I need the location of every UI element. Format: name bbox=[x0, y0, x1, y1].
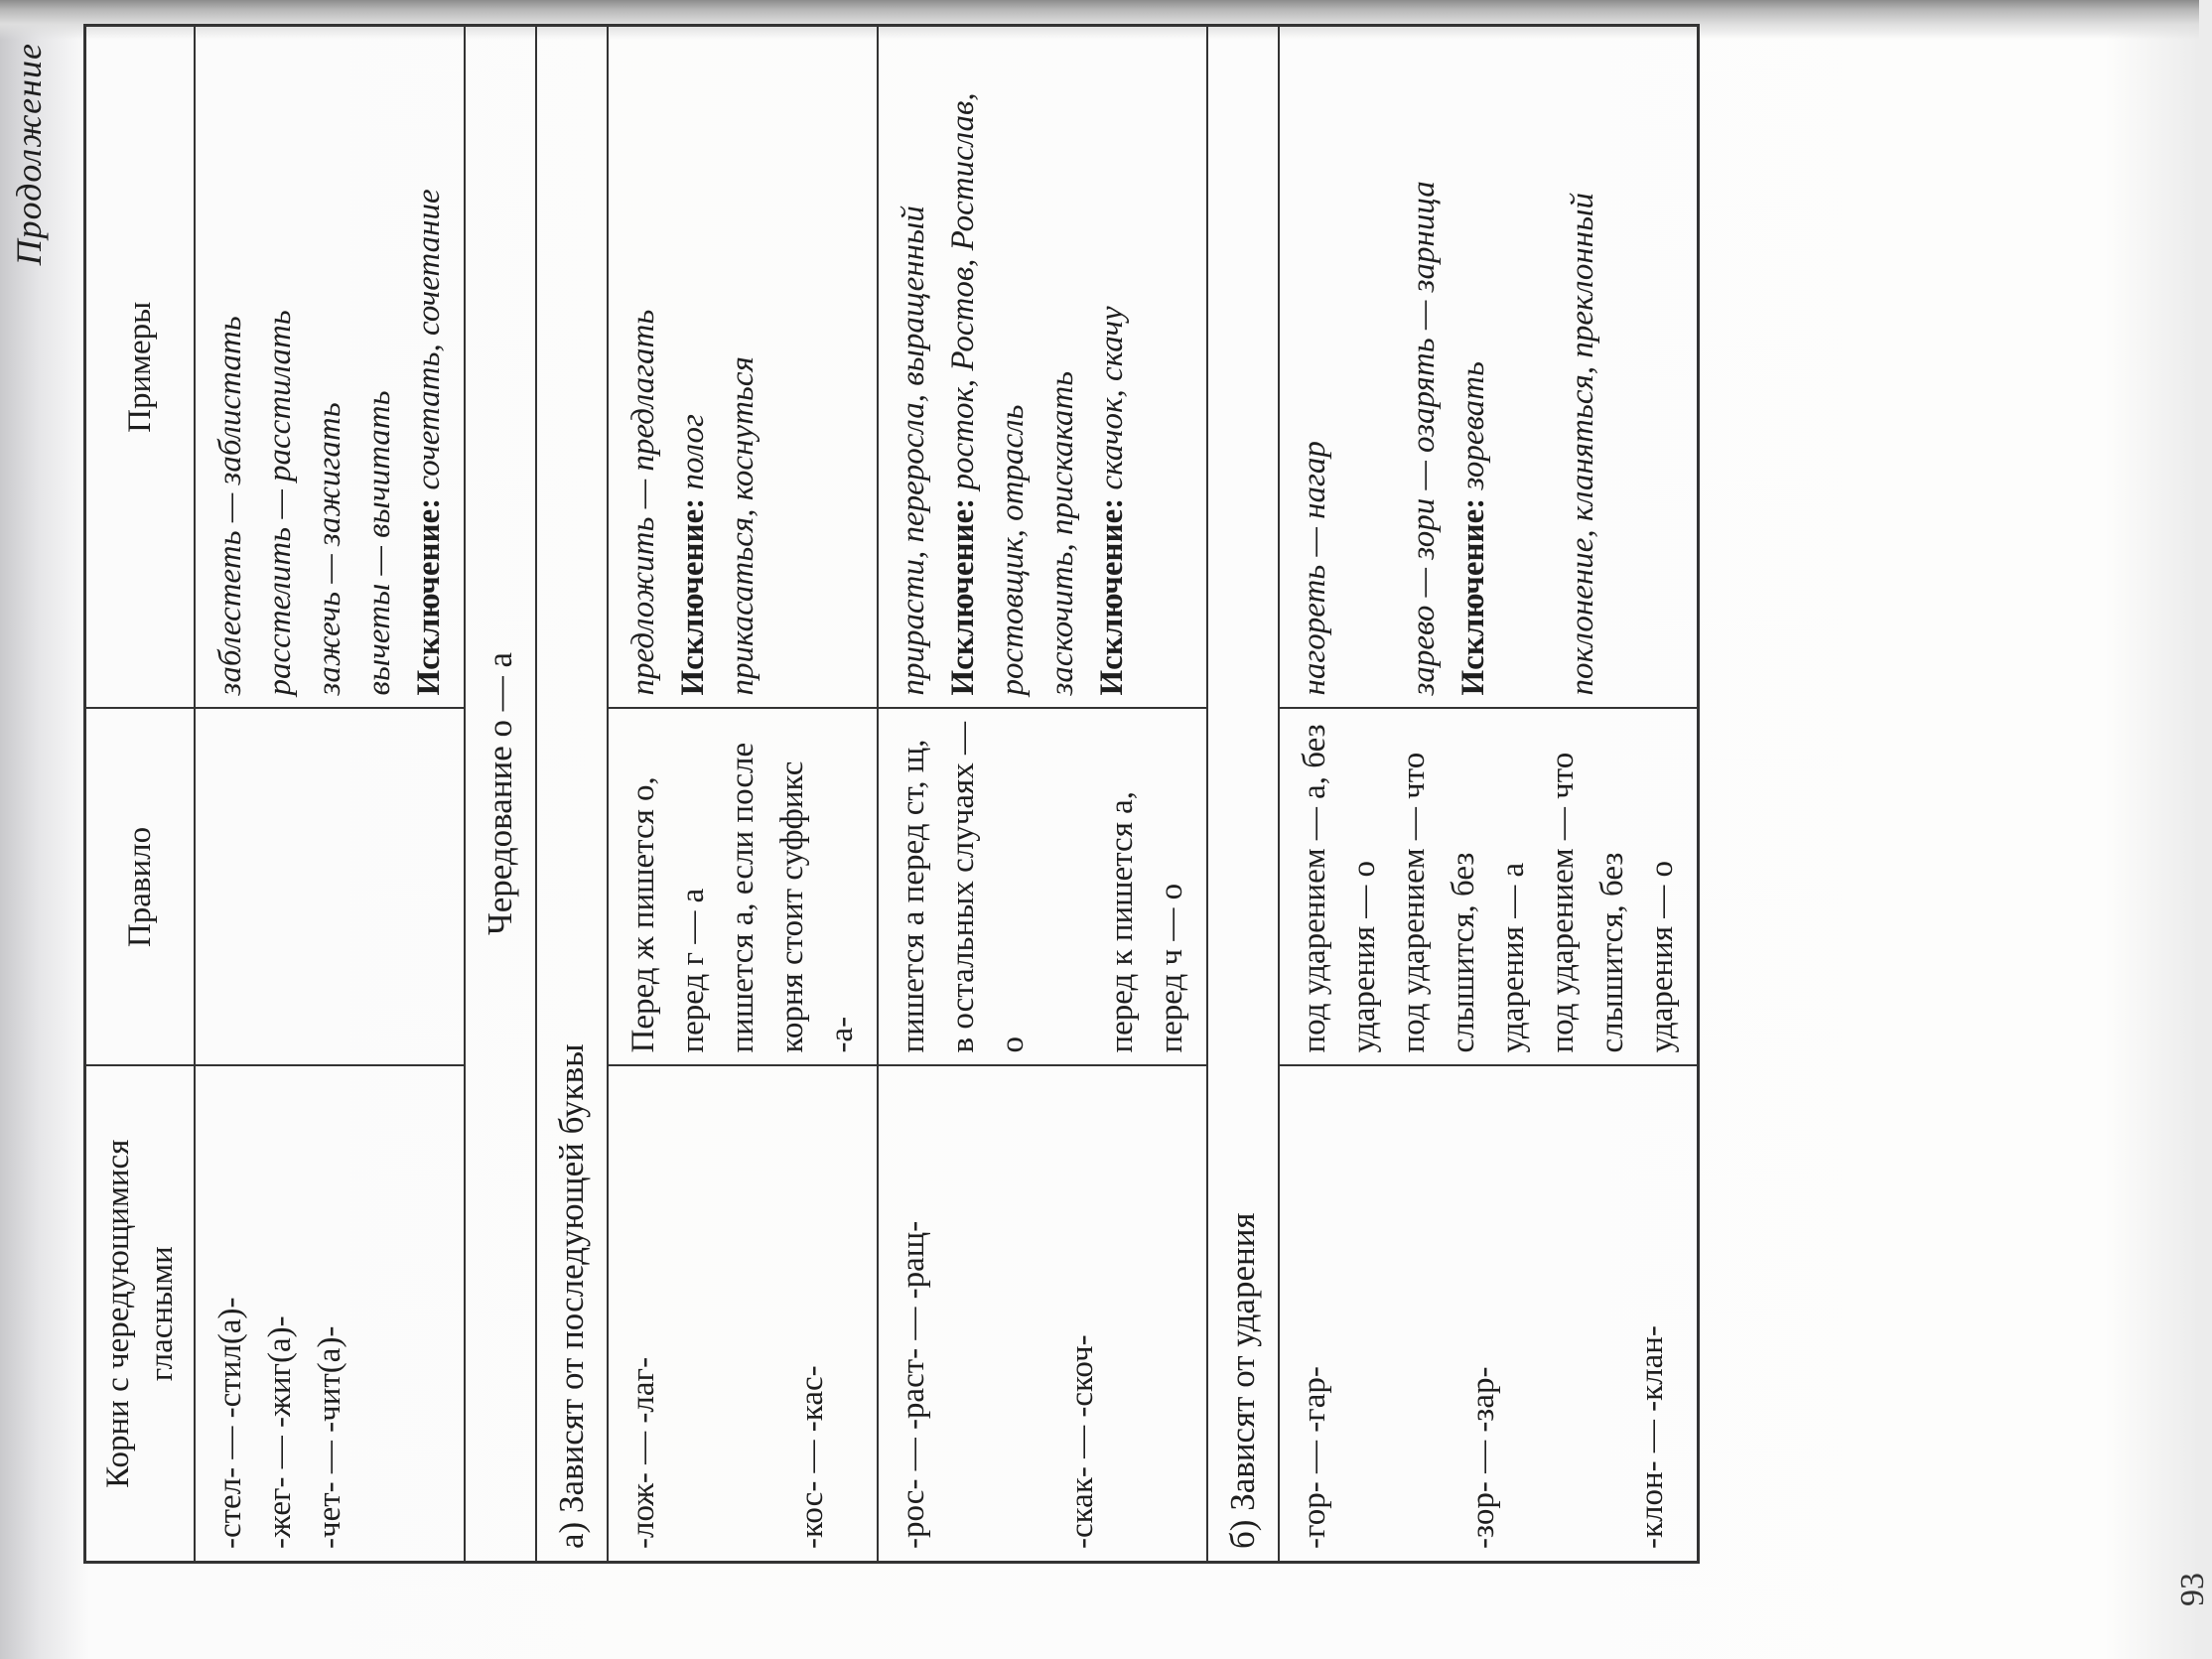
exception-label: Исключение: bbox=[675, 497, 711, 696]
root-pair: -лож- — -лаг- bbox=[625, 1356, 661, 1549]
example-line: предложить — предлагать bbox=[625, 309, 661, 696]
rule-text: пишется а перед ст, щ, в остальных случаях — о bbox=[896, 722, 1031, 1053]
exception-line bbox=[1087, 39, 1137, 696]
exception-text: скачок, скачу bbox=[1094, 306, 1130, 490]
exception-label: Исключение: bbox=[1455, 497, 1491, 696]
roots-cell bbox=[878, 1066, 1207, 1563]
row-ros bbox=[878, 26, 1207, 1563]
subsection-a-row bbox=[536, 26, 608, 1563]
exception-text: сочетать, сочетание bbox=[411, 189, 447, 490]
example-line: поклонение, кланяться, преклонный bbox=[1565, 193, 1600, 696]
example-line: расстелить — расстилать bbox=[262, 310, 298, 696]
root-group: -рос- — -раст- — -ращ- bbox=[896, 1220, 931, 1549]
row-gor bbox=[1279, 26, 1699, 1563]
root-pair: -чет- — -чит(а)- bbox=[312, 1325, 347, 1549]
rule-cell bbox=[1279, 709, 1699, 1066]
examples-cell bbox=[608, 26, 878, 709]
examples-cell bbox=[1279, 26, 1699, 709]
rule-cell bbox=[878, 709, 1207, 1066]
example-line: зарево — зори — озарять — зарница bbox=[1406, 181, 1442, 696]
rule-text: под ударением — а, без ударения — о bbox=[1297, 724, 1382, 1053]
rule-text: пишется а, если после корня стоит суффикс -а- bbox=[725, 742, 860, 1053]
roots-cell bbox=[608, 1066, 878, 1563]
root-pair: -кос- — -кас- bbox=[794, 1365, 830, 1549]
example-line: прирасти, переросла, выращенный bbox=[896, 206, 931, 696]
root-pair: -зор- — -зар- bbox=[1465, 1366, 1501, 1549]
exception-text: полог bbox=[675, 414, 711, 490]
rule-cell bbox=[195, 709, 465, 1066]
exception-line bbox=[668, 39, 718, 696]
header-row bbox=[85, 26, 196, 1563]
root-pair: -жег- — -жиг(а)- bbox=[262, 1315, 298, 1549]
rule-cell bbox=[608, 709, 878, 1066]
header-roots: Корни с чередующимися гласными bbox=[85, 1066, 196, 1563]
example-line: зажечь — зажигать bbox=[312, 402, 347, 696]
exception-line bbox=[1449, 39, 1498, 696]
exception-label: Исключение: bbox=[411, 497, 447, 696]
root-pair: -клон- — -клан- bbox=[1634, 1325, 1670, 1549]
example-line: вычеты — вычитать bbox=[361, 390, 397, 696]
header-examples: Примеры bbox=[85, 26, 196, 709]
section-row bbox=[465, 26, 536, 1563]
row-stel bbox=[195, 26, 465, 1563]
rule-text: под ударением — что слышится, без ударения — о bbox=[1545, 752, 1680, 1053]
roots-cell bbox=[195, 1066, 465, 1563]
exception-line bbox=[938, 39, 1037, 696]
exception-line bbox=[404, 39, 454, 696]
page-number: 93 bbox=[2174, 1573, 2211, 1606]
example-line: прикасаться, коснуться bbox=[725, 356, 760, 696]
section-title: Чередование о — а bbox=[465, 26, 536, 1563]
examples-cell bbox=[195, 26, 465, 709]
examples-cell bbox=[878, 26, 1207, 709]
rule-text: перед к пишется а, перед ч — о bbox=[1104, 790, 1189, 1053]
exception-label: Исключение: bbox=[1094, 497, 1130, 696]
subsection-b-title: б) Зависят от ударения bbox=[1207, 26, 1279, 1563]
root-pair: -гор- — -гар- bbox=[1297, 1366, 1332, 1549]
subsection-a-title: а) Зависят от последующей буквы bbox=[536, 26, 608, 1563]
exception-text: росток, Ростов, Ростислав, ростовщик, отрасль bbox=[945, 92, 1031, 696]
continuation-label: Продолжение bbox=[9, 43, 49, 266]
vowel-alternation-table bbox=[83, 24, 1700, 1564]
example-line: заблестеть — заблистать bbox=[212, 316, 248, 696]
rule-text: Перед ж пишется о, перед г — а bbox=[625, 776, 711, 1053]
example-line: нагореть — нагар bbox=[1297, 441, 1332, 696]
exception-label: Исключение: bbox=[945, 497, 981, 696]
subsection-b-row bbox=[1207, 26, 1279, 1563]
header-rule: Правило bbox=[85, 709, 196, 1066]
root-pair: -стел- — -стил(а)- bbox=[212, 1297, 248, 1549]
example-line: заскочить, прискакать bbox=[1044, 370, 1080, 696]
roots-cell bbox=[1279, 1066, 1699, 1563]
root-pair: -скак- — -скоч- bbox=[1064, 1334, 1100, 1549]
exception-text: зоревать bbox=[1455, 360, 1491, 490]
row-lozh bbox=[608, 26, 878, 1563]
rule-text: под ударением — что слышится, без ударения — а bbox=[1396, 752, 1531, 1053]
